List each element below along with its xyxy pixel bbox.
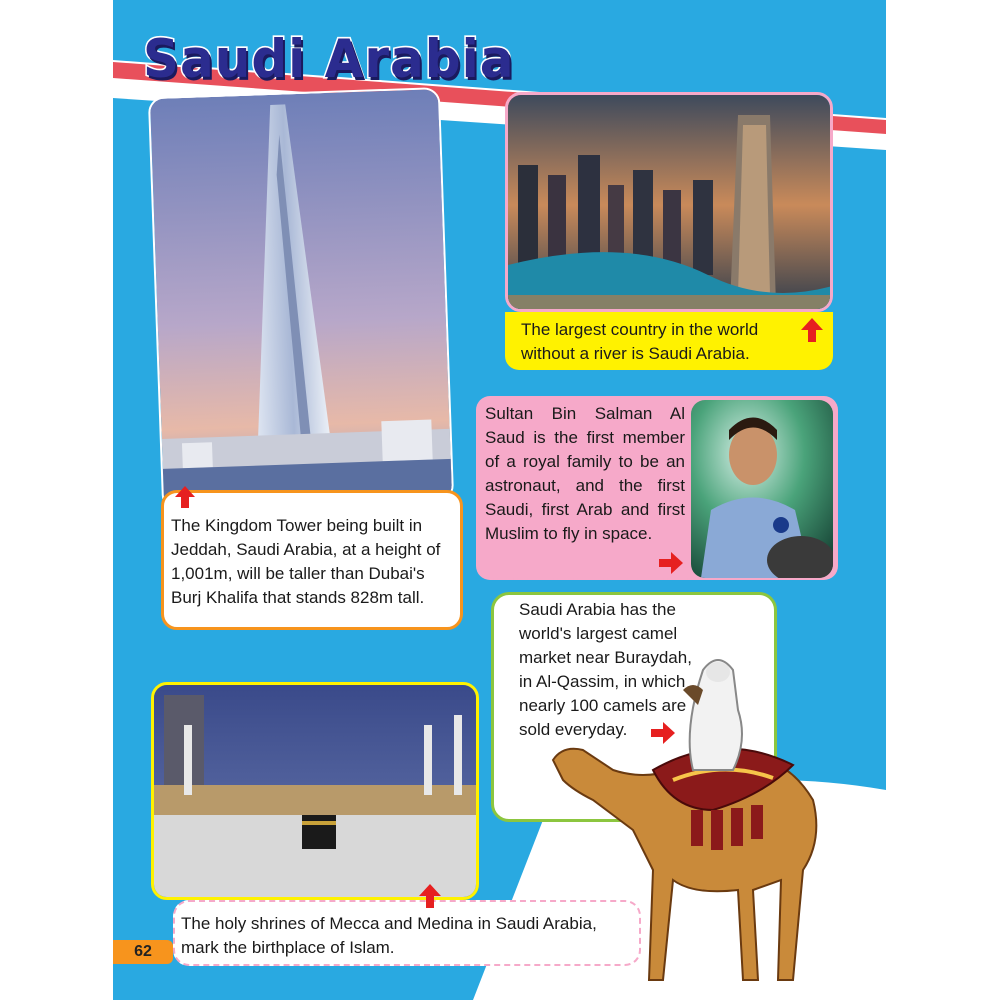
book-page	[113, 0, 886, 1000]
kingdom-tower-photo	[148, 87, 454, 511]
page-title: Saudi Arabia	[143, 28, 515, 90]
astronaut-fact-text: Sultan Bin Salman Al Saud is the first member of a royal family to be an astronaut, and the first Saudi, first Arab and first Muslim to fly in space.	[485, 404, 685, 543]
dubai-marina-photo	[505, 92, 833, 312]
mecca-fact-text: The holy shrines of Mecca and Medina in Saudi Arabia, mark the birthplace of Islam.	[181, 914, 597, 957]
arrow-up-icon	[419, 884, 441, 908]
astronaut-photo	[691, 400, 833, 578]
arrow-up-icon	[801, 318, 823, 342]
page-number: 62	[113, 940, 173, 964]
tower-fact-text: The Kingdom Tower being built in Jeddah, Saudi Arabia, at a height of 1,001m, will be taller than Dubai's Burj Khalifa that stands 828m tall.	[171, 516, 441, 607]
arrow-up-icon	[175, 486, 195, 508]
mecca-photo	[151, 682, 479, 900]
arrow-right-icon	[659, 552, 683, 574]
river-fact-text: The largest country in the world without a river is Saudi Arabia.	[521, 320, 759, 363]
camel-fact-text: Saudi Arabia has the world's largest camel market near Buraydah, in Al-Qassim, in which nearly 100 camels are sold everyday.	[519, 600, 692, 739]
